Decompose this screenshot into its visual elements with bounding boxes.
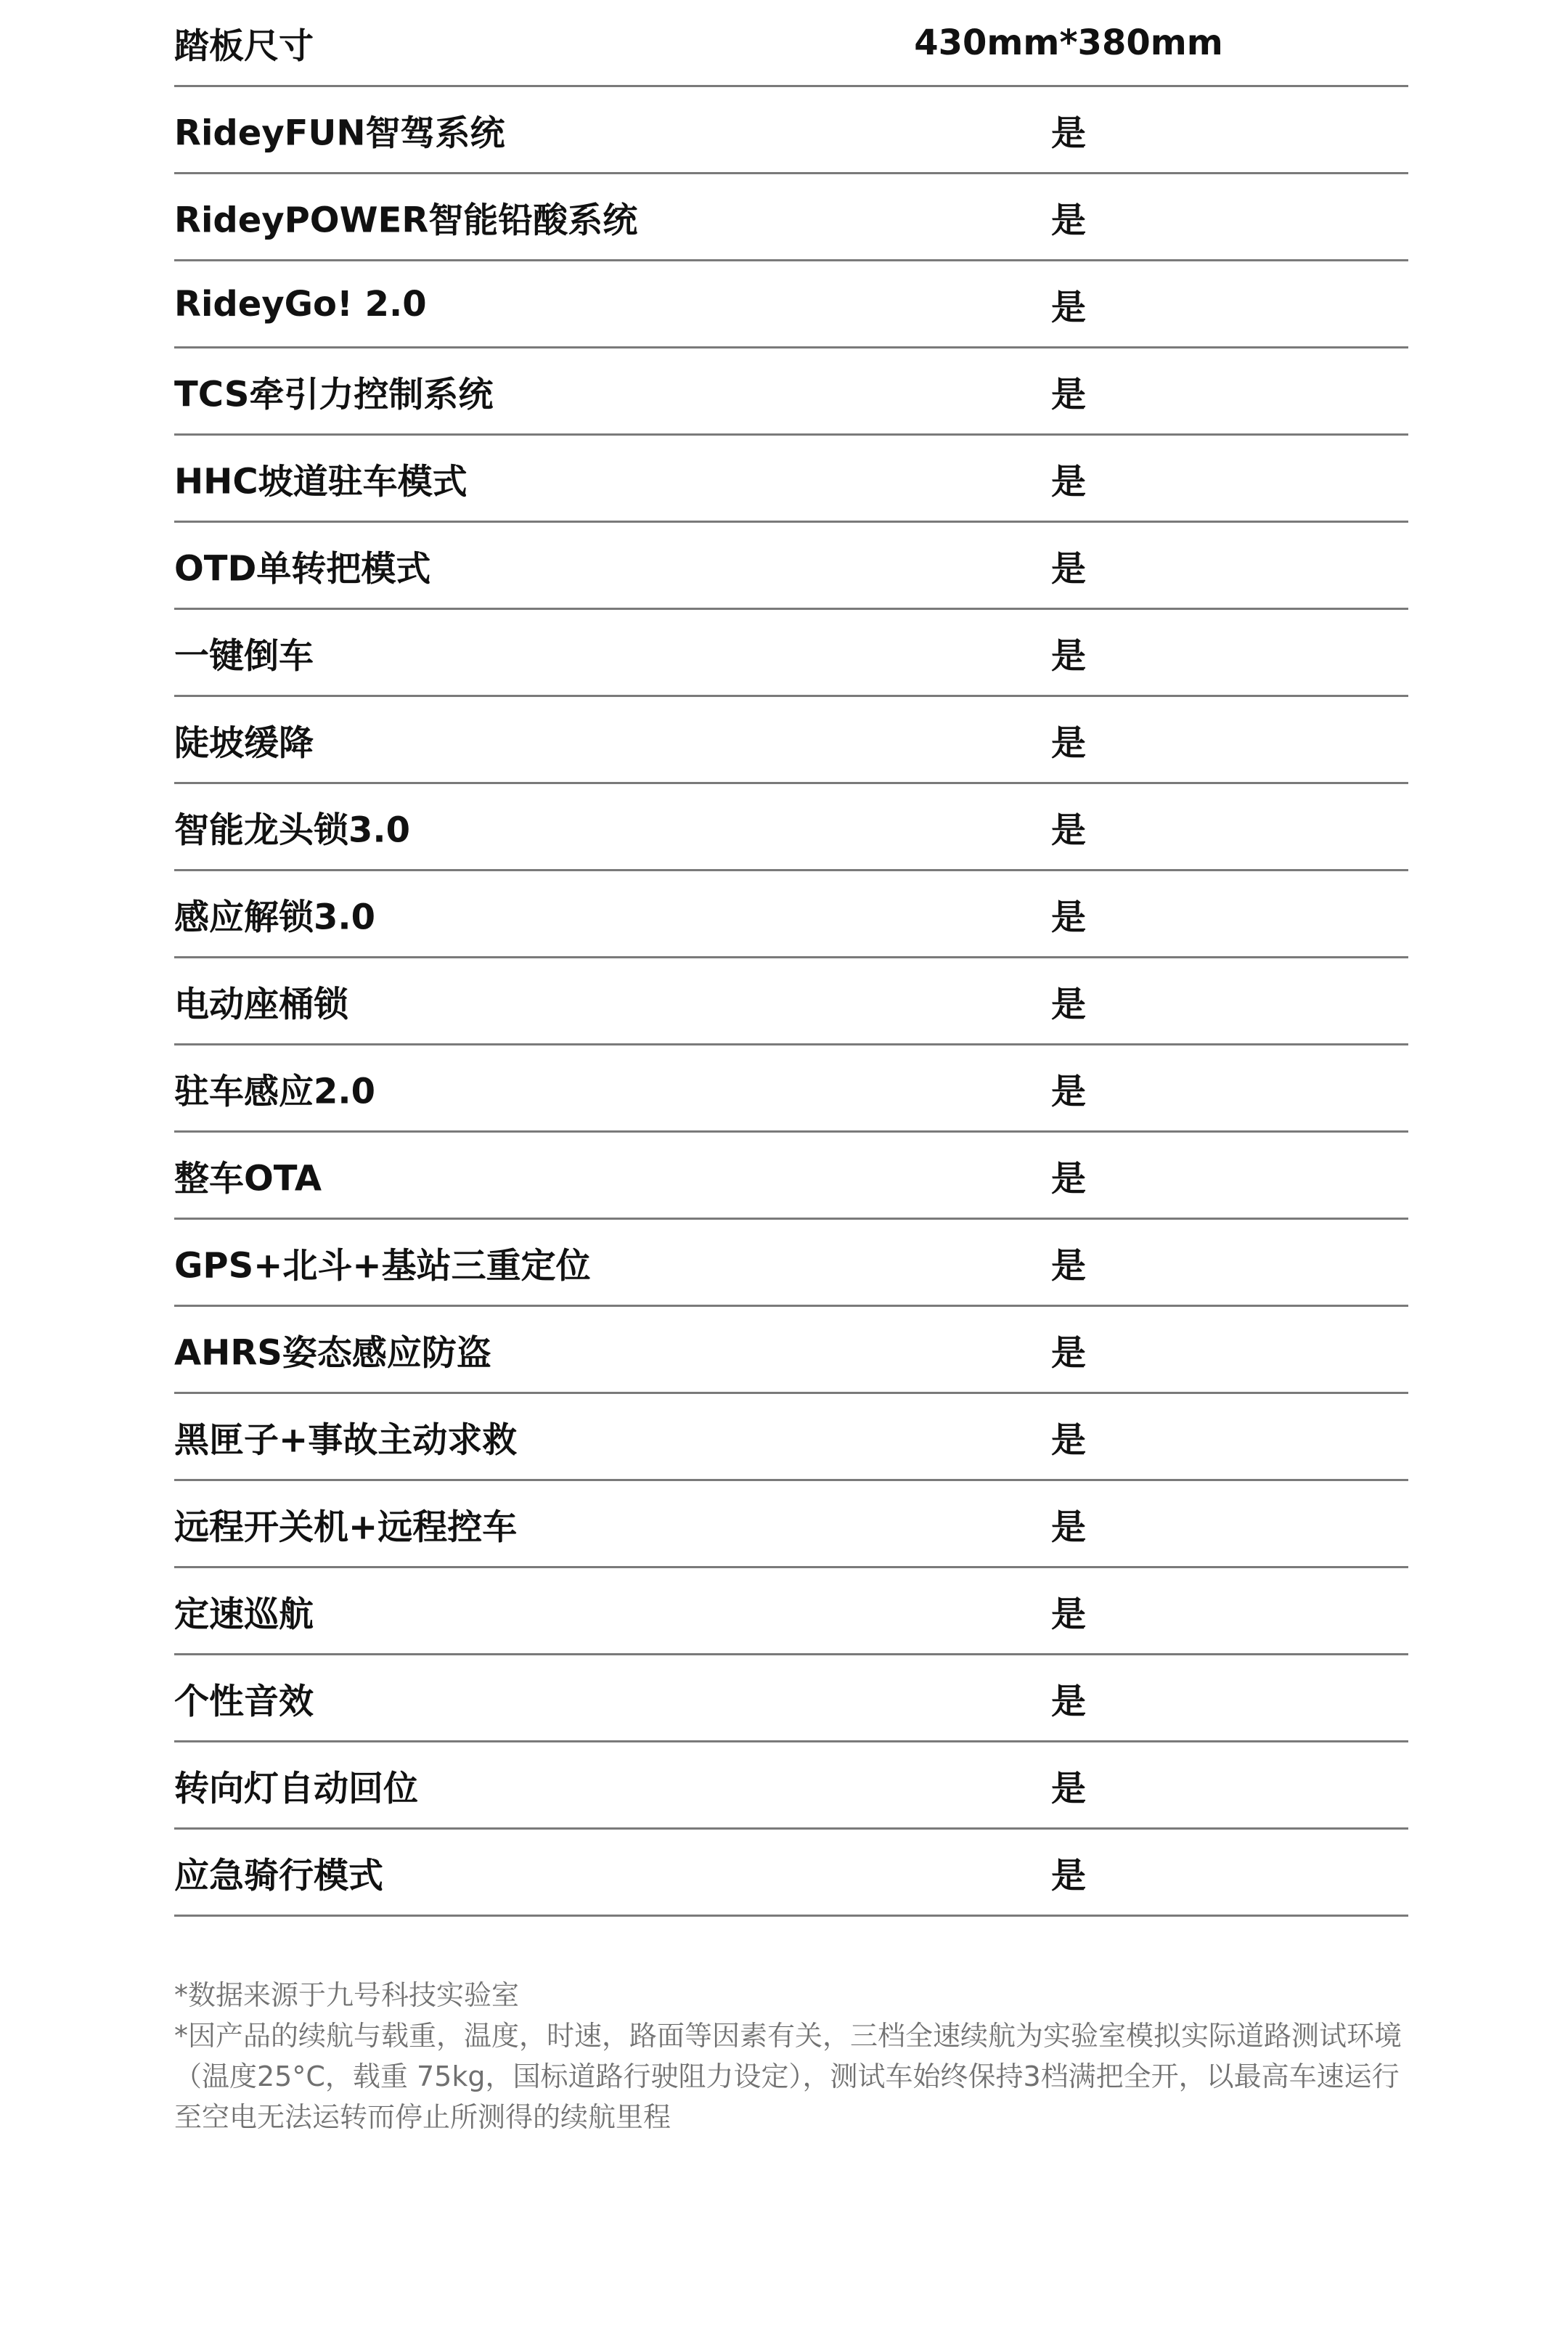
spec-value: 是 <box>1050 113 1087 153</box>
spec-label: RideyGo! 2.0 <box>174 283 427 325</box>
spec-label: 个性音效 <box>174 1681 314 1721</box>
spec-label: 陡坡缓降 <box>174 722 314 763</box>
spec-value: 是 <box>1050 287 1087 327</box>
spec-label: TCS牵引力控制系统 <box>174 374 494 415</box>
spec-label: 整车OTA <box>174 1158 322 1199</box>
spec-label: AHRS姿态感应防盗 <box>174 1332 491 1373</box>
spec-value: 是 <box>1050 1245 1087 1286</box>
spec-value: 是 <box>1050 461 1087 502</box>
spec-label: 远程开关机+远程控车 <box>174 1507 518 1547</box>
spec-row-reverse <box>174 610 1408 697</box>
spec-label: 驻车感应2.0 <box>174 1071 376 1112</box>
spec-value: 是 <box>1050 374 1087 415</box>
spec-row-pedal-size <box>174 0 1408 87</box>
spec-value: 是 <box>1050 200 1087 240</box>
spec-row-sensing-unlock <box>174 871 1408 958</box>
footnote-range-test: *因产品的续航与载重，温度，时速，路面等因素有关，三档全速续航为实验室模拟实际道路测试环境（温度25°C，载重 75kg，国标道路行驶阻力设定），测试车始终保持3档满把全开，以最高车速运行至空电无法运转而停止所测得的续航里程 <box>174 2020 1402 2133</box>
spec-label: 一键倒车 <box>174 635 314 676</box>
spec-row-otd <box>174 523 1408 610</box>
spec-label: 应急骑行模式 <box>174 1855 384 1896</box>
spec-label: GPS+北斗+基站三重定位 <box>174 1245 591 1286</box>
spec-value: 430mm*380mm <box>914 22 1223 63</box>
spec-row-handlebar-lock <box>174 784 1408 871</box>
spec-label: HHC坡道驻车模式 <box>174 461 467 502</box>
spec-value: 是 <box>1050 1681 1087 1721</box>
spec-value: 是 <box>1050 722 1087 763</box>
spec-row-rideygo <box>174 261 1408 348</box>
spec-label: 定速巡航 <box>174 1594 314 1634</box>
spec-value: 是 <box>1050 1419 1087 1460</box>
spec-label: 智能龙头锁3.0 <box>174 810 411 850</box>
spec-value: 是 <box>1050 1071 1087 1112</box>
spec-value: 是 <box>1050 548 1087 589</box>
spec-value: 是 <box>1050 1768 1087 1809</box>
spec-value: 是 <box>1050 1855 1087 1896</box>
spec-label: 转向灯自动回位 <box>174 1768 419 1809</box>
spec-label: RideyFUN智驾系统 <box>174 113 505 153</box>
spec-label: RideyPOWER智能铅酸系统 <box>174 200 638 240</box>
spec-row-black-box <box>174 1394 1408 1481</box>
spec-value: 是 <box>1050 1594 1087 1634</box>
spec-table <box>174 0 1408 1917</box>
spec-row-parking-sensing <box>174 1045 1408 1133</box>
spec-row-cruise <box>174 1568 1408 1655</box>
spec-value: 是 <box>1050 1332 1087 1373</box>
spec-value: 是 <box>1050 635 1087 676</box>
spec-value: 是 <box>1050 984 1087 1024</box>
spec-row-rideypower <box>174 174 1408 261</box>
spec-row-remote-control <box>174 1481 1408 1568</box>
spec-label: 感应解锁3.0 <box>174 897 376 937</box>
spec-row-tcs <box>174 348 1408 436</box>
spec-label: OTD单转把模式 <box>174 548 431 589</box>
spec-row-ota <box>174 1133 1408 1220</box>
spec-label: 黑匣子+事故主动求救 <box>174 1419 518 1460</box>
spec-value: 是 <box>1050 810 1087 850</box>
spec-row-turn-signal <box>174 1742 1408 1830</box>
spec-row-rideyfun <box>174 87 1408 174</box>
spec-row-positioning <box>174 1220 1408 1307</box>
spec-value: 是 <box>1050 897 1087 937</box>
spec-row-hill-descent <box>174 697 1408 784</box>
spec-row-sound <box>174 1655 1408 1742</box>
spec-row-seat-lock <box>174 958 1408 1045</box>
spec-label: 电动座桶锁 <box>174 984 349 1024</box>
spec-label: 踏板尺寸 <box>174 25 314 66</box>
spec-row-ahrs <box>174 1307 1408 1394</box>
footnote-data-source: *数据来源于九号科技实验室 <box>174 1979 520 2011</box>
spec-row-emergency-mode <box>174 1830 1408 1917</box>
footnotes <box>174 1975 1408 2137</box>
spec-value: 是 <box>1050 1507 1087 1547</box>
spec-value: 是 <box>1050 1158 1087 1199</box>
spec-row-hhc <box>174 436 1408 523</box>
